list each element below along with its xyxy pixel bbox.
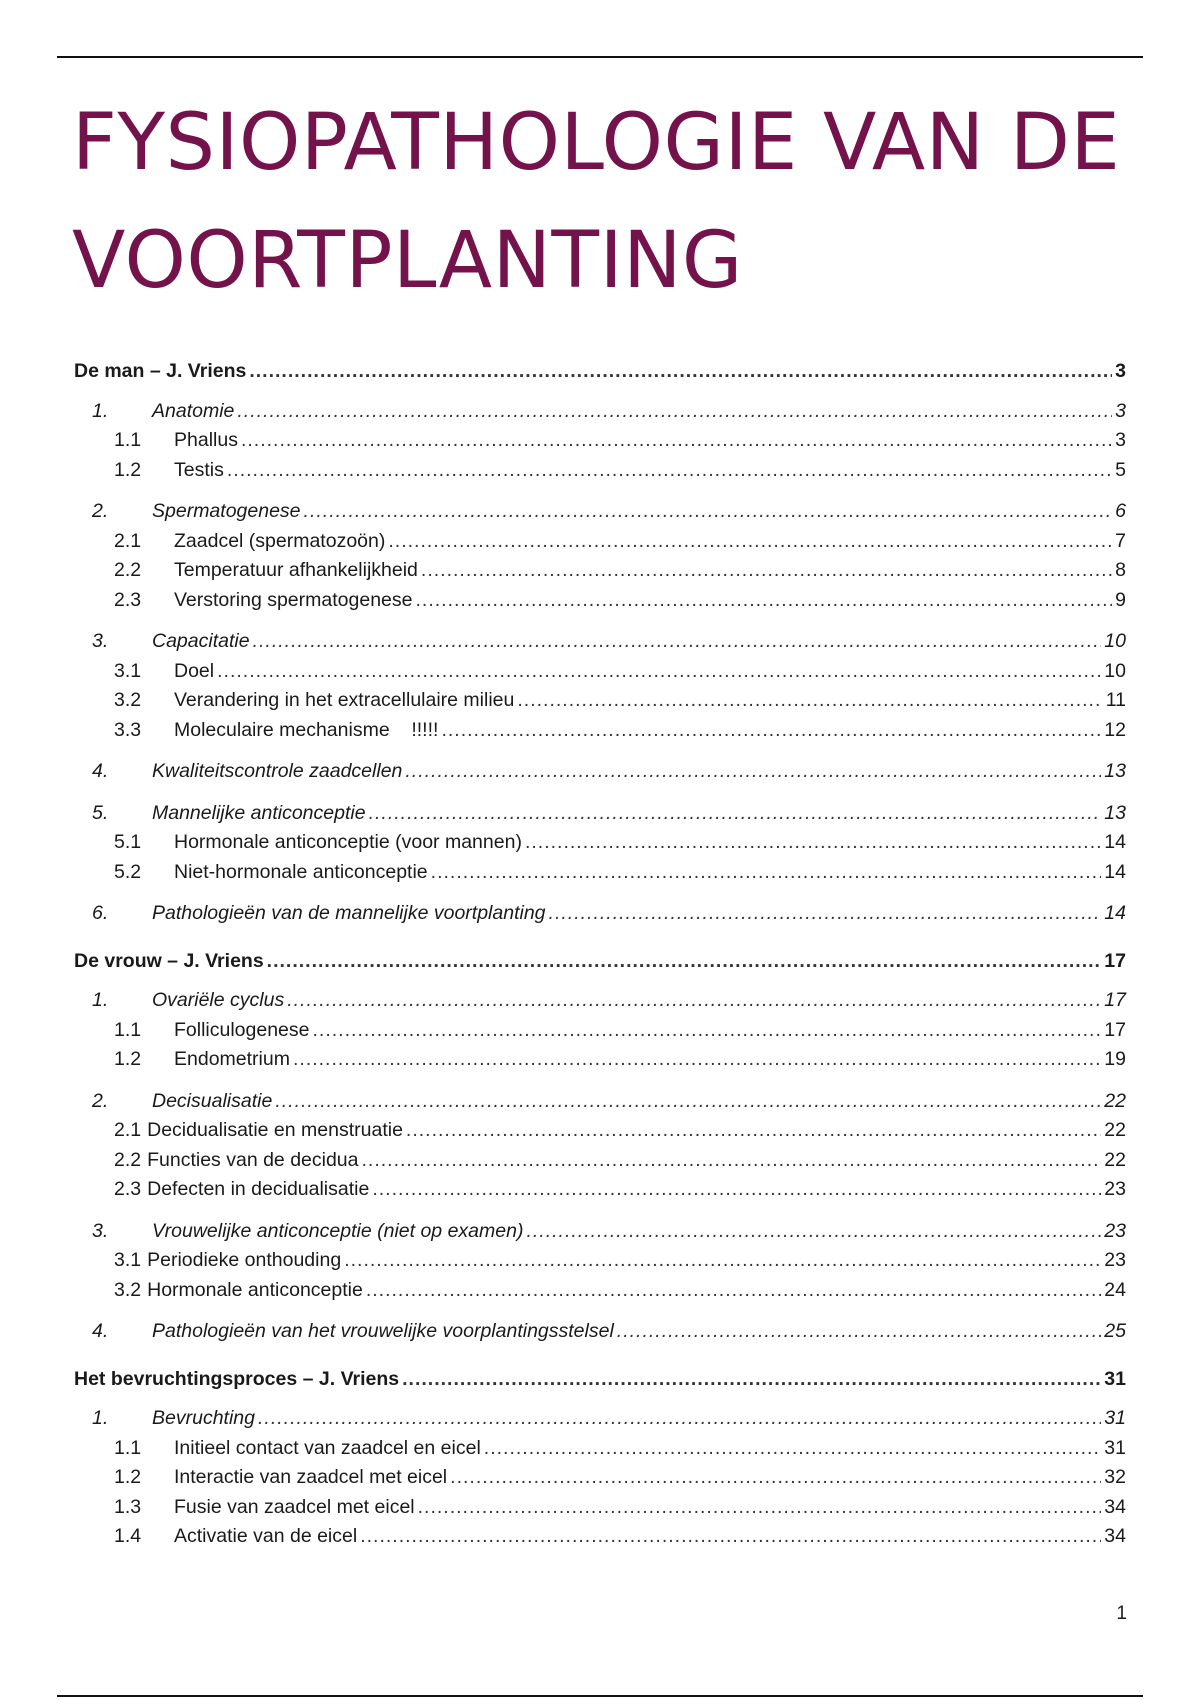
- toc-subsection-entry-label: Verstoring spermatogenese: [174, 588, 413, 611]
- toc-subsection-entry-number: 2.1: [114, 1119, 142, 1141]
- toc-subsection-entry-number: 1.1: [114, 1018, 142, 1041]
- toc-subsection-entry[interactable]: [74, 559, 1126, 589]
- toc-section-entry-number: 2.: [92, 1089, 109, 1112]
- toc-subsection-entry-label: Hormonale anticonceptie (voor mannen): [174, 831, 522, 853]
- toc-section-entry-label: Decisualisatie: [152, 1089, 273, 1112]
- toc-subsection-entry-number: 3.1: [114, 659, 142, 682]
- toc-subsection-entry-page: 12: [1104, 718, 1126, 741]
- dot-leader: [344, 1249, 1101, 1272]
- toc-section-entry-page: 3: [1115, 399, 1126, 422]
- toc-chapter: [74, 950, 1126, 1350]
- toc-subsection-entry[interactable]: [74, 459, 1126, 489]
- toc-section-entry-label: Mannelijke anticonceptie: [152, 801, 366, 824]
- toc-section-entry-number: 1.: [92, 989, 109, 1011]
- dot-leader: [362, 1149, 1102, 1172]
- toc-section-entry-label: Ovariële cyclus: [152, 989, 285, 1011]
- toc-subsection-entry[interactable]: [74, 589, 1126, 619]
- dot-leader: [313, 1019, 1102, 1042]
- toc-section-entry-label: Vrouwelijke anticonceptie (niet op examen): [152, 1219, 524, 1242]
- toc-section-entry-page: 31: [1104, 1407, 1126, 1429]
- toc-subsection-entry-label: Folliculogenese: [174, 1018, 310, 1041]
- toc-section-entry[interactable]: [74, 500, 1126, 530]
- dot-leader: [267, 950, 1102, 973]
- dot-leader: [360, 1525, 1101, 1548]
- toc-subsection-entry-number: 3.1: [114, 1249, 142, 1271]
- toc-section: [74, 902, 1126, 932]
- toc-subsection-entry-label: Activatie van de eicel: [174, 1525, 358, 1547]
- toc-subsection-entry-label: Verandering in het extracellulaire milieu: [174, 689, 515, 711]
- toc-subsection-entry-page: 34: [1104, 1525, 1126, 1547]
- dot-leader: [287, 989, 1101, 1012]
- toc-subsection-entry[interactable]: [74, 1019, 1126, 1049]
- toc-subsection-entry-label: Hormonale anticonceptie: [147, 1278, 363, 1301]
- toc-section-entry-number: 3.: [92, 1219, 109, 1242]
- dot-leader: [304, 500, 1113, 523]
- page-number: 1: [1116, 1603, 1127, 1624]
- toc-section-entry-number: 5.: [92, 801, 109, 824]
- dot-leader: [517, 689, 1102, 712]
- toc-section-entry-page: 13: [1104, 801, 1126, 824]
- toc-chapter-entry-page: 17: [1104, 949, 1126, 972]
- toc-section-entry-label: Capacitatie: [152, 630, 250, 652]
- dot-leader: [441, 719, 1101, 742]
- dot-leader: [258, 1407, 1101, 1430]
- toc-subsection-entry-label: Fusie van zaadcel met eicel: [174, 1495, 415, 1518]
- toc-section-entry[interactable]: [74, 902, 1126, 932]
- toc-subsection-entry[interactable]: [74, 1437, 1126, 1467]
- toc-subsection-entry[interactable]: [74, 1178, 1126, 1208]
- toc-subsection-entry-label: Temperatuur afhankelijkheid: [174, 559, 418, 581]
- dot-leader: [253, 630, 1102, 653]
- toc-subsection-entry-label: Interactie van zaadcel met eicel: [174, 1466, 448, 1488]
- dot-leader: [402, 1368, 1101, 1391]
- toc-subsection-entry[interactable]: [74, 1119, 1126, 1149]
- dot-leader: [227, 459, 1112, 482]
- toc-subsection-entry[interactable]: [74, 1048, 1126, 1078]
- toc-section-entry-number: 3.: [92, 630, 109, 652]
- toc-subsection-entry[interactable]: [74, 831, 1126, 861]
- toc-chapter-entry[interactable]: [74, 1368, 1126, 1398]
- toc-section-entry-number: 6.: [92, 902, 109, 924]
- toc-subsection-entry-page: 19: [1104, 1048, 1126, 1070]
- toc-section-entry-label: Bevruchting: [152, 1407, 255, 1429]
- dot-leader: [617, 1320, 1102, 1343]
- toc-subsection-entry-page: 24: [1104, 1278, 1126, 1301]
- table-of-contents: [74, 360, 1126, 1573]
- toc-section-entry-label: Anatomie: [152, 399, 235, 422]
- toc-subsection-entry-number: 1.1: [114, 1436, 142, 1459]
- toc-subsection-entry-number: 1.2: [114, 458, 142, 481]
- toc-subsection-entry-label: Periodieke onthouding: [147, 1249, 342, 1271]
- toc-subsection-entry-number: 3.2: [114, 689, 142, 711]
- toc-subsection-entry-label: Decidualisatie en menstruatie: [147, 1119, 403, 1141]
- toc-section: [74, 1407, 1126, 1555]
- toc-chapter-entry-label: De vrouw – J. Vriens: [74, 949, 264, 972]
- toc-subsection-entry-number: 5.2: [114, 860, 142, 883]
- dot-leader: [369, 802, 1102, 825]
- dot-leader: [241, 429, 1112, 452]
- toc-subsection-entry-page: 14: [1104, 831, 1126, 853]
- toc-chapter-entry[interactable]: [74, 360, 1126, 390]
- toc-chapter-entry-label: Het bevruchtingsproces – J. Vriens: [74, 1367, 400, 1390]
- toc-subsection-entry-page: 9: [1115, 588, 1126, 611]
- toc-subsection-entry-label: Doel: [174, 659, 215, 682]
- toc-section: [74, 630, 1126, 748]
- dot-leader: [249, 360, 1112, 383]
- toc-section-entry-page: 22: [1104, 1089, 1126, 1112]
- toc-subsection-entry-page: 22: [1104, 1119, 1126, 1141]
- toc-section-entry-number: 2.: [92, 500, 109, 522]
- toc-subsection-entry-page: 5: [1115, 458, 1126, 481]
- toc-section: [74, 400, 1126, 489]
- toc-section: [74, 1320, 1126, 1350]
- toc-subsection-entry-label: Endometrium: [174, 1048, 290, 1070]
- toc-section-entry[interactable]: [74, 989, 1126, 1019]
- toc-subsection-entry-number: 5.1: [114, 831, 142, 853]
- toc-section-entry-label: Pathologieën van de mannelijke voortplanting: [152, 902, 546, 924]
- dot-leader: [405, 760, 1101, 783]
- dot-leader: [293, 1048, 1101, 1071]
- dot-leader: [450, 1466, 1101, 1489]
- toc-section-entry[interactable]: [74, 1090, 1126, 1120]
- toc-section-entry-label: Spermatogenese: [152, 500, 301, 522]
- toc-subsection-entry-number: 1.2: [114, 1048, 142, 1070]
- toc-chapter: [74, 360, 1126, 932]
- toc-subsection-entry-label: Testis: [174, 458, 224, 481]
- toc-subsection-entry-page: 31: [1104, 1436, 1126, 1459]
- toc-subsection-entry-page: 7: [1115, 529, 1126, 552]
- toc-subsection-entry-page: 23: [1104, 1178, 1126, 1200]
- toc-subsection-entry-number: 2.2: [114, 559, 142, 581]
- dot-leader: [431, 861, 1102, 884]
- top-rule: [57, 56, 1143, 58]
- toc-subsection-entry-page: 32: [1104, 1466, 1126, 1488]
- toc-subsection-entry-number: 1.1: [114, 429, 142, 451]
- dot-leader: [372, 1178, 1101, 1201]
- toc-subsection-entry-number: 3.2: [114, 1278, 142, 1301]
- dot-leader: [237, 400, 1112, 423]
- toc-chapter-entry-label: De man – J. Vriens: [74, 360, 247, 382]
- toc-subsection-entry-label: Moleculaire mechanisme !!!!!: [174, 718, 439, 741]
- toc-subsection-entry-number: 1.3: [114, 1495, 142, 1518]
- document-title: FYSIOPATHOLOGIE VAN DE VOORTPLANTING: [72, 98, 1121, 306]
- toc-section-entry[interactable]: [74, 1320, 1126, 1350]
- toc-subsection-entry-page: 8: [1115, 559, 1126, 581]
- toc-chapter-entry[interactable]: [74, 950, 1126, 980]
- toc-chapter-entry-page: 3: [1115, 360, 1126, 382]
- toc-subsection-entry-page: 34: [1104, 1495, 1126, 1518]
- toc-subsection-entry[interactable]: [74, 861, 1126, 891]
- toc-subsection-entry[interactable]: [74, 1279, 1126, 1309]
- toc-subsection-entry-number: 1.2: [114, 1466, 142, 1488]
- dot-leader: [388, 530, 1112, 553]
- toc-subsection-entry-page: 11: [1105, 689, 1126, 711]
- toc-section-entry[interactable]: [74, 630, 1126, 660]
- toc-subsection-entry-number: 2.1: [114, 529, 142, 552]
- toc-chapter: [74, 1368, 1126, 1555]
- toc-section-entry[interactable]: [74, 400, 1126, 430]
- dot-leader: [406, 1119, 1101, 1142]
- toc-section-entry[interactable]: [74, 1407, 1126, 1437]
- toc-section-entry-page: 25: [1104, 1320, 1126, 1342]
- toc-subsection-entry-label: Functies van de decidua: [147, 1148, 359, 1171]
- toc-section-entry-number: 4.: [92, 760, 109, 782]
- dot-leader: [366, 1279, 1101, 1302]
- dot-leader: [525, 831, 1101, 854]
- toc-section-entry-label: Kwaliteitscontrole zaadcellen: [152, 760, 403, 782]
- toc-subsection-entry-page: 14: [1104, 860, 1126, 883]
- toc-subsection-entry[interactable]: [74, 689, 1126, 719]
- toc-section-entry-page: 6: [1115, 500, 1126, 522]
- toc-section-entry[interactable]: [74, 802, 1126, 832]
- toc-subsection-entry[interactable]: [74, 660, 1126, 690]
- toc-section-entry-page: 23: [1104, 1219, 1126, 1242]
- toc-section-entry-page: 17: [1104, 989, 1126, 1011]
- toc-chapter-entry-page: 31: [1104, 1367, 1126, 1390]
- toc-section: [74, 760, 1126, 790]
- toc-subsection-entry-page: 3: [1115, 429, 1126, 451]
- toc-subsection-entry[interactable]: [74, 1525, 1126, 1555]
- toc-section-entry-number: 4.: [92, 1320, 109, 1342]
- toc-section-entry-number: 1.: [92, 399, 109, 422]
- toc-subsection-entry-label: Zaadcel (spermatozoön): [174, 529, 386, 552]
- toc-subsection-entry[interactable]: [74, 719, 1126, 749]
- toc-subsection-entry-number: 2.2: [114, 1148, 142, 1171]
- toc-section: [74, 802, 1126, 891]
- toc-subsection-entry[interactable]: [74, 1466, 1126, 1496]
- toc-section: [74, 1220, 1126, 1309]
- toc-section-entry-page: 14: [1104, 902, 1126, 924]
- toc-subsection-entry-page: 22: [1104, 1148, 1126, 1171]
- toc-subsection-entry-label: Phallus: [174, 429, 238, 451]
- toc-subsection-entry-page: 10: [1104, 659, 1126, 682]
- dot-leader: [217, 660, 1101, 683]
- dot-leader: [415, 589, 1112, 612]
- toc-subsection-entry-number: 3.3: [114, 718, 142, 741]
- dot-leader: [418, 1496, 1102, 1519]
- toc-subsection-entry-label: Defecten in decidualisatie: [147, 1178, 370, 1200]
- toc-section-entry-number: 1.: [92, 1407, 109, 1429]
- bottom-rule: [57, 1695, 1143, 1697]
- toc-subsection-entry-number: 2.3: [114, 588, 142, 611]
- toc-section-entry[interactable]: [74, 1220, 1126, 1250]
- toc-subsection-entry-number: 2.3: [114, 1178, 142, 1200]
- toc-section-entry-page: 10: [1104, 630, 1126, 652]
- toc-section: [74, 989, 1126, 1078]
- toc-subsection-entry[interactable]: [74, 1149, 1126, 1179]
- toc-section-entry-label: Pathologieën van het vrouwelijke voorplantingsstelsel: [152, 1320, 614, 1342]
- toc-subsection-entry[interactable]: [74, 429, 1126, 459]
- toc-subsection-entry-page: 23: [1104, 1249, 1126, 1271]
- dot-leader: [421, 559, 1112, 582]
- toc-section: [74, 1090, 1126, 1208]
- dot-leader: [484, 1437, 1102, 1460]
- toc-subsection-entry[interactable]: [74, 530, 1126, 560]
- dot-leader: [549, 902, 1102, 925]
- toc-subsection-entry[interactable]: [74, 1249, 1126, 1279]
- toc-section-entry-page: 13: [1104, 760, 1126, 782]
- toc-subsection-entry-page: 17: [1104, 1018, 1126, 1041]
- toc-subsection-entry-number: 1.4: [114, 1525, 142, 1547]
- toc-section-entry[interactable]: [74, 760, 1126, 790]
- dot-leader: [275, 1090, 1101, 1113]
- toc-subsection-entry-label: Initieel contact van zaadcel en eicel: [174, 1436, 481, 1459]
- dot-leader: [526, 1220, 1101, 1243]
- toc-section: [74, 500, 1126, 618]
- toc-subsection-entry[interactable]: [74, 1496, 1126, 1526]
- toc-subsection-entry-label: Niet-hormonale anticonceptie: [174, 860, 428, 883]
